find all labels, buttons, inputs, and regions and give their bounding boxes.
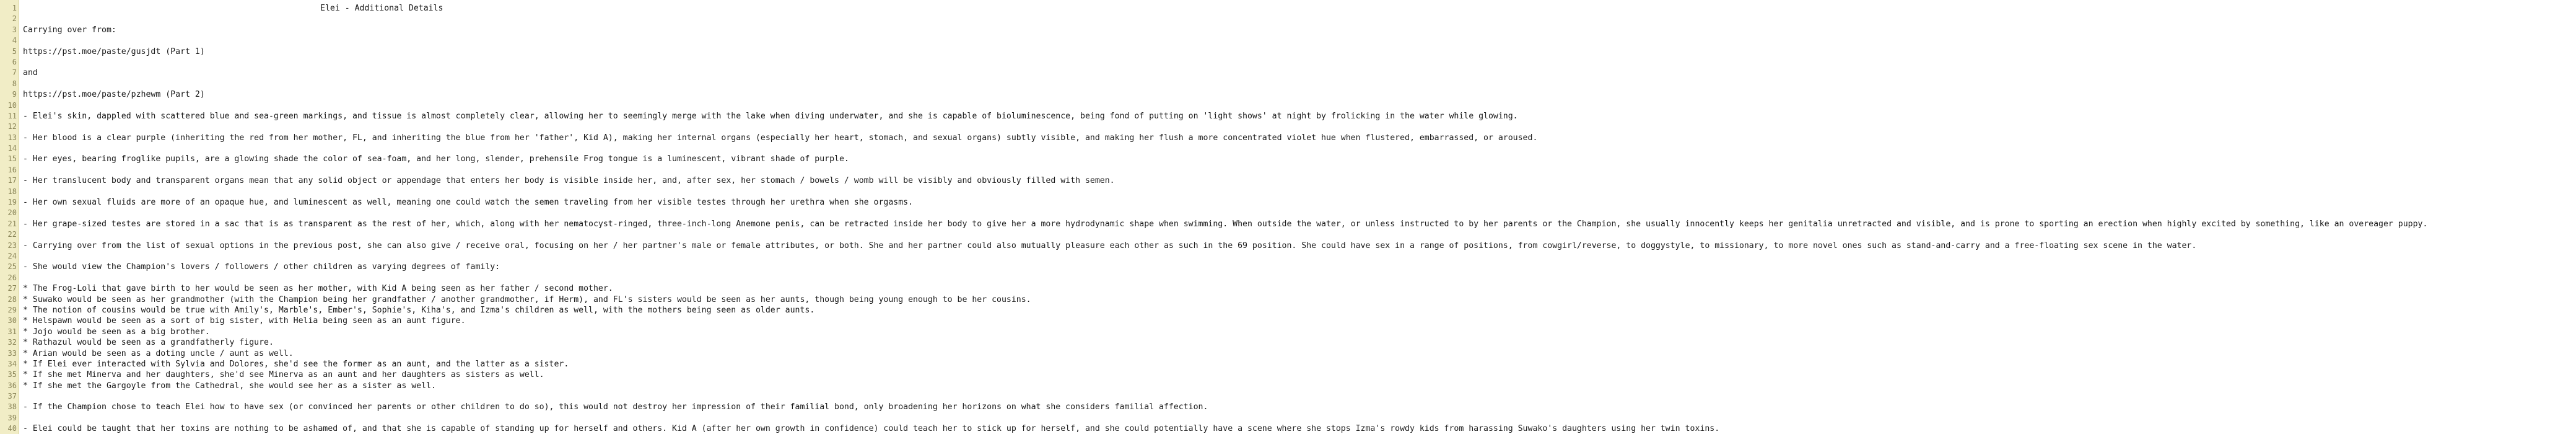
line-text: * Helspawn would be seen as a sort of big sister, with Helia being seen as an aunt figure.: [23, 316, 466, 326]
line-number: 24: [7, 251, 17, 260]
editor-line[interactable]: [0, 251, 2576, 262]
line-number: 28: [7, 294, 17, 304]
line-number: 34: [7, 359, 17, 368]
line-text: Carrying over from:: [23, 25, 116, 35]
line-number: 1: [12, 4, 17, 12]
editor-line[interactable]: [0, 337, 2576, 348]
line-number: 8: [12, 79, 17, 88]
line-number: 13: [7, 133, 17, 142]
line-number: 25: [7, 262, 17, 272]
line-number: 30: [7, 316, 17, 326]
editor-line[interactable]: [0, 133, 2576, 143]
editor-line[interactable]: [0, 57, 2576, 68]
line-number: 6: [12, 57, 17, 66]
editor-line[interactable]: [0, 219, 2576, 229]
editor-line[interactable]: [0, 14, 2576, 24]
line-number: 27: [7, 284, 17, 293]
editor-line[interactable]: [0, 122, 2576, 132]
line-number: 40: [7, 424, 17, 433]
editor-line[interactable]: [0, 68, 2576, 78]
line-number: 17: [7, 176, 17, 185]
line-number: 11: [7, 111, 17, 120]
line-text: * Arian would be seen as a doting uncle / aunt as well.: [23, 348, 294, 358]
editor-line[interactable]: [0, 100, 2576, 111]
editor-line[interactable]: [0, 294, 2576, 305]
line-number: 16: [7, 165, 17, 174]
editor-line[interactable]: [0, 25, 2576, 35]
line-number: 35: [7, 370, 17, 379]
line-number: 36: [7, 381, 17, 390]
editor-line[interactable]: [0, 305, 2576, 316]
line-number: 23: [7, 241, 17, 250]
line-number: 37: [7, 392, 17, 401]
line-number: 29: [7, 305, 17, 314]
line-text: - Elei's skin, dappled with scattered blue and sea-green markings, and tissue is almost completely clear, allowing her to seemingly merge with the lake when diving underwater, and she is capable of bioluminescence, being fond of putting on 'light shows' at night by frolicking in the water while glowing.: [23, 111, 1518, 121]
editor-line[interactable]: [0, 3, 2576, 14]
line-text: * The notion of cousins would be true with Amily's, Marble's, Ember's, Sophie's, Kiha's, and Izma's children as well, with the mothers being seen as older aunts.: [23, 305, 815, 315]
line-number: 12: [7, 122, 17, 131]
editor-line[interactable]: [0, 165, 2576, 175]
editor-line[interactable]: [0, 197, 2576, 208]
line-number: 20: [7, 208, 17, 218]
line-number: 18: [7, 187, 17, 196]
line-text: https://pst.moe/paste/pzhewm (Part 2): [23, 90, 205, 100]
line-number: 21: [7, 219, 17, 228]
editor-line[interactable]: [0, 348, 2576, 359]
line-text: - Elei could be taught that her toxins are nothing to be ashamed of, and that she is capable of standing up for herself and others. Kid A (after her own growth in confidence) could teach her to stick up for herself, and she could potentially have a scene where she stops Izma's rowdy kids from harassing Suwako's daughters using her twin toxins.: [23, 424, 1720, 434]
editor-line[interactable]: [0, 413, 2576, 423]
editor-content[interactable]: [0, 3, 2576, 434]
line-number: 32: [7, 338, 17, 347]
line-number: 7: [12, 68, 17, 78]
line-number: 2: [12, 14, 17, 24]
editor-line[interactable]: [0, 391, 2576, 402]
line-number: 33: [7, 348, 17, 358]
line-number: 22: [7, 230, 17, 239]
line-text: * Rathazul would be seen as a grandfatherly figure.: [23, 338, 274, 348]
editor-line[interactable]: [0, 402, 2576, 412]
editor-line[interactable]: [0, 79, 2576, 89]
line-number: 15: [7, 154, 17, 164]
line-text: - Her blood is a clear purple (inheriting the red from her mother, FL, and inheriting the blue from her 'father', Kid A), making her internal organs (especially her heart, stomach, and sexual organs) subtly visible, and making her flush a more concentrated violet hue when flustered, embarrassed, or aroused.: [23, 133, 1538, 143]
line-number: 14: [7, 144, 17, 153]
editor-line[interactable]: [0, 423, 2576, 434]
editor-line[interactable]: [0, 316, 2576, 326]
editor-line[interactable]: [0, 187, 2576, 197]
editor-line[interactable]: [0, 111, 2576, 122]
line-number: 26: [7, 273, 17, 282]
line-text: * If Elei ever interacted with Sylvia and Dolores, she'd see the former as an aunt, and the latter as a sister.: [23, 359, 569, 369]
editor-line[interactable]: [0, 175, 2576, 186]
line-text: https://pst.moe/paste/gusjdt (Part 1): [23, 46, 205, 56]
editor-line[interactable]: [0, 381, 2576, 391]
document-title: Elei - Additional Details: [320, 4, 443, 13]
line-number: 3: [12, 25, 17, 34]
line-number: 39: [7, 413, 17, 422]
line-text: - She would view the Champion's lovers / followers / other children as varying degrees of family:: [23, 262, 500, 272]
editor-line[interactable]: [0, 143, 2576, 154]
line-text: - Her translucent body and transparent organs mean that any solid object or appendage that enters her body is visible inside her, and, after sex, her stomach / bowels / womb will be visibly and obviously filled with semen.: [23, 176, 1115, 186]
editor-line[interactable]: [0, 262, 2576, 272]
editor-line[interactable]: [0, 229, 2576, 240]
line-number: 19: [7, 198, 17, 207]
line-text: - Carrying over from the list of sexual options in the previous post, she can also give / receive oral, focusing on her / her partner's male or female attributes, or both. She and her partner could also mutually pleasure each other as such in the 69 position. She could have sex in a range of positions, from cowgirl/reverse, to doggystyle, to missionary, to more novel ones such as stand-and-carry and a free-floating sex scene in the water.: [23, 241, 2197, 250]
line-number: 10: [7, 100, 17, 110]
line-number: 4: [12, 36, 17, 45]
editor-line[interactable]: [0, 273, 2576, 283]
line-number: 38: [7, 402, 17, 412]
line-text: * Jojo would be seen as a big brother.: [23, 327, 210, 337]
editor-line[interactable]: [0, 46, 2576, 57]
editor-line[interactable]: [0, 208, 2576, 218]
line-text: * If she met the Gargoyle from the Cathedral, she would see her as a sister as well.: [23, 381, 436, 391]
line-text: - If the Champion chose to teach Elei how to have sex (or convinced her parents or other children to do so), this would not destroy her impression of their familial bond, only broadening her horizons on what she considers familial affection.: [23, 402, 1208, 412]
editor-line[interactable]: [0, 283, 2576, 294]
line-text: * If she met Minerva and her daughters, she'd see Minerva as an aunt and her daughters as sisters as well.: [23, 370, 544, 380]
editor-line[interactable]: [0, 327, 2576, 337]
editor-line[interactable]: [0, 370, 2576, 380]
line-text: * The Frog-Loli that gave birth to her would be seen as her mother, with Kid A being seen as her father / second mother.: [23, 284, 613, 294]
line-text: - Her grape-sized testes are stored in a sac that is as transparent as the rest of her, which, along with her nematocyst-ringed, three-inch-long Anemone penis, can be retracted inside her body to give her a more hydrodynamic shape when swimming. When outside the water, or unless instructed to by her parents or the Champion, she usually innocently keeps her genitalia unretracted and visible, and is prone to sporting an erection when highly excited by something, like an overeager puppy.: [23, 219, 2428, 229]
editor-line[interactable]: [0, 359, 2576, 370]
line-text: and: [23, 68, 38, 78]
line-text: - Her eyes, bearing froglike pupils, are a glowing shade the color of sea-foam, and her long, slender, prehensile Frog tongue is a luminescent, vibrant shade of purple.: [23, 154, 849, 164]
line-number: 31: [7, 327, 17, 336]
editor-line[interactable]: [0, 35, 2576, 46]
line-text: - Her own sexual fluids are more of an opaque hue, and luminescent as well, meaning one could watch the semen traveling from her visible testes through her urethra when she orgasms.: [23, 198, 914, 208]
line-text: * Suwako would be seen as her grandmother (with the Champion being her grandfather / another grandmother, if Herm), and FL's sisters would be seen as her aunts, though being young enough to be her cousins.: [23, 294, 1031, 304]
editor-line[interactable]: [0, 241, 2576, 251]
line-number: 5: [12, 46, 17, 56]
editor-line[interactable]: [0, 154, 2576, 164]
line-number: 9: [12, 90, 17, 99]
editor-line[interactable]: [0, 89, 2576, 100]
